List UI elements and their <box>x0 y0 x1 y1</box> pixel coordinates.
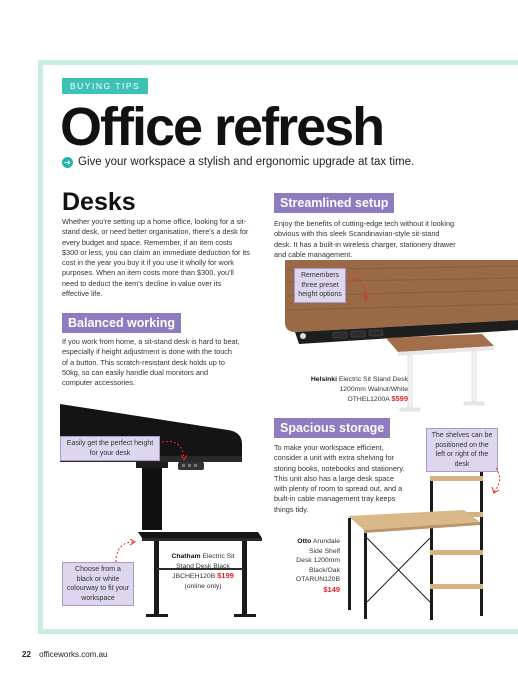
decorative-border-bottom <box>38 629 518 634</box>
product-code: JBCHEH120B <box>172 573 216 580</box>
note-shelves: The shelves can be positioned on the left or right of the desk <box>426 428 498 472</box>
arrow-right-icon: ➜ <box>62 157 73 168</box>
decorative-border-top <box>38 60 518 65</box>
desks-intro: Whether you're setting up a home office, looking for a sit-stand desk, or need better organisation, there's a desk for every budget and space. Remember, if an item costs $300 or less, you can claim an immediate deduction for its cost in the year you buy it if you use it wholly for work purposes. When an item costs more than $300, you'll need to deduct the item's decline in value over its effective life. <box>62 217 250 299</box>
website-link[interactable]: officeworks.com.au <box>39 650 108 659</box>
product-desc: Arundale Side Shelf Desk 1200mm Black/Oak <box>296 538 340 574</box>
section-tag: BUYING TIPS <box>62 78 148 94</box>
product-desc: Electric Sit Stand Desk Black <box>176 553 235 570</box>
product-price: $149 <box>323 584 340 594</box>
decorative-border-left <box>38 60 43 634</box>
subtitle-text: Give your workspace a stylish and ergonomic upgrade at tax time. <box>78 156 415 168</box>
product-price: $599 <box>391 394 408 403</box>
note-colourway: Choose from a black or white colourway to fit your workspace <box>62 562 134 606</box>
balanced-body: If you work from home, a sit-stand desk is hard to beat, especially if height adjustment is done with the touch of a button. This scratch-resistant desk holds up to 50kg, so can easily handle dual monitors and computer accessories. <box>62 337 240 388</box>
streamlined-body: Enjoy the benefits of cutting-edge tech without it looking obvious with this sleek Scandinavian-style sit-stand desk. It has a built-in wireless charger, stationery drawer and cable management. <box>274 219 456 259</box>
product-desc: Electric Sit Stand Desk 1200mm Walnut/White <box>338 376 408 393</box>
product-name: Otto <box>297 538 312 545</box>
page-title: Office refresh <box>60 97 384 157</box>
balanced-heading: Balanced working <box>62 313 181 333</box>
product-code: OTARUN120B <box>295 576 340 583</box>
note-height: Easily get the perfect height for your desk <box>60 436 160 461</box>
product-availability: (online only) <box>184 582 222 590</box>
desks-heading: Desks <box>62 188 136 216</box>
chatham-product <box>168 552 238 591</box>
product-name: Chatham <box>171 553 201 560</box>
streamlined-heading: Streamlined setup <box>274 193 394 213</box>
helsinki-product <box>298 375 408 405</box>
product-code: OTHEL1200A <box>347 396 390 403</box>
pointer-arrow-icon <box>112 536 138 564</box>
otto-shelf-desk-image <box>344 472 514 624</box>
note-presets: Remembers three preset height options <box>294 268 346 303</box>
product-name: Helsinki <box>310 376 337 383</box>
page-number: 22 <box>22 650 31 659</box>
storage-heading: Spacious storage <box>274 418 390 438</box>
pointer-arrow-icon <box>160 436 190 466</box>
product-price: $199 <box>217 571 234 580</box>
page-footer <box>22 650 107 659</box>
otto-product <box>294 537 340 594</box>
pointer-arrow-icon <box>346 274 372 302</box>
subtitle <box>62 156 414 168</box>
storage-body: To make your workspace efficient, consider a unit with extra shelving for storing books, notebooks and stationery. This unit also has a large desk space with plenty of room to spread out, and a built-in cable management tray keeps things tidy. <box>274 443 405 514</box>
